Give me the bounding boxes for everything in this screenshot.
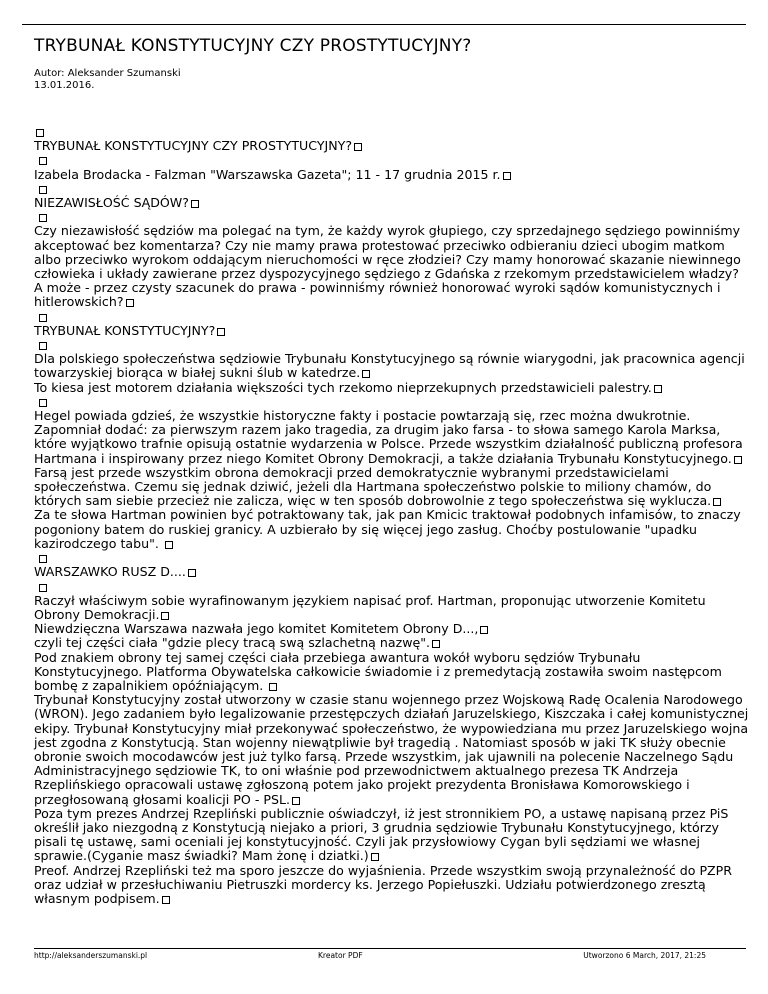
footer-url[interactable]: http://aleksanderszumanski.pl <box>34 951 148 960</box>
missing-glyph-icon <box>39 186 47 194</box>
missing-glyph-icon <box>654 385 662 393</box>
paragraph: Niewdzięczna Warszawa nazwała jego komitet Komitetem Obrony D..., <box>34 621 479 637</box>
paragraph: czyli tej części ciała "gdzie plecy tracą swą szlachetną nazwę". <box>34 635 431 651</box>
paragraph: Pod znakiem obrony tej samej części ciała przebiega awantura wokół wyboru sędziów Trybunału Konstytucyjnego. Platforma Obywatelska całkowicie świadomie i z premedytacją zostawiła swoim następcom bombę z zapalnikiem opóźniającym. <box>34 649 722 693</box>
missing-glyph-icon <box>713 498 721 506</box>
footer-rule <box>34 948 746 949</box>
missing-glyph-icon <box>165 541 173 549</box>
missing-glyph-icon <box>480 626 488 634</box>
missing-glyph-icon <box>292 797 300 805</box>
body-heading: TRYBUNAŁ KONSTYTUCYJNY CZY PROSTYTUCYJNY? <box>34 138 353 154</box>
missing-glyph-icon <box>188 569 196 577</box>
missing-glyph-icon <box>161 612 169 620</box>
missing-glyph-icon <box>217 328 225 336</box>
missing-glyph-icon <box>734 456 742 464</box>
missing-glyph-icon <box>371 853 379 861</box>
paragraph: Farsą jest przede wszystkim obrona demokracji przed demokratycznie wybranymi przedstawicielami społeczeństwa. Czemu się jednak dziwić, jeżeli dla Hartmana społeczeństwo polskie to miliony chamów, do których sam siebie przecież nie zalicza, więc w ten sposób dobrowolnie z tego społeczeństwa się wyklucza. <box>34 464 712 509</box>
missing-glyph-icon <box>36 129 44 137</box>
missing-glyph-icon <box>432 640 440 648</box>
missing-glyph-icon <box>126 299 134 307</box>
missing-glyph-icon <box>362 370 370 378</box>
missing-glyph-icon <box>39 157 47 165</box>
paragraph: Za te słowa Hartman powinien być potraktowany tak, jak pan Kmicic traktował podobnych infamisów, to znaczy pogoniony batem do ruskiej granicy. A uzbierało by się więcej jego zasług. Choćby postulowanie "upadku kazirodczego tabu". <box>34 507 741 551</box>
missing-glyph-icon <box>503 172 511 180</box>
paragraph: Raczył właściwym sobie wyrafinowanym językiem napisać prof. Hartman, proponując utworzenie Komitetu Obrony Demokracji. <box>34 592 706 622</box>
paragraph: Dla polskiego społeczeństwa sędziowie Trybunału Konstytucyjnego są równie wiarygodni, jak pracownica agencji towarzyskiej biorąca w białej sukni ślub w katedrze. <box>34 351 745 381</box>
missing-glyph-icon <box>39 214 47 222</box>
paragraph: Poza tym prezes Andrzej Rzepliński publicznie oświadczył, iż jest stronnikiem PO, a ustawę napisaną przez PiS określił jako niezgodną z Konstytucją niejako a priori, 3 grudnia sędziowie Trybunału Konstytucyjnego, którzy pisali tę ustawę, sami oceniali jej konstytucyjność. Czyli jak przysłowiowy Cygan byli sędziami we własnej sprawie.(Cyganie masz świadki? Mam żonę i dziatki.) <box>34 805 729 864</box>
article-body <box>34 125 749 906</box>
missing-glyph-icon <box>39 342 47 350</box>
missing-glyph-icon <box>39 555 47 563</box>
missing-glyph-icon <box>162 896 170 904</box>
article-title: TRYBUNAŁ KONSTYTUCYJNY CZY PROSTYTUCYJNY? <box>34 36 472 56</box>
paragraph: Trybunał Konstytucyjny został utworzony w czasie stanu wojennego przez Wojskową Radę Ocalenia Narodowego (WRON). Jego zadaniem było legalizowanie przestępczych działań Jaruzelskiego, Kiszczaka i całej komunistycznej ekipy. Trybunał Konstytucyjny miał przekonywać społeczeństwo, że wypowiedziana mu przez Jaruzelskiego wojna jest zgodna z Konstytucją. Stan wojenny niewątpliwie był tragedią . Natomiast sposób w jaki TK służy obecnie obronie swoich mocodawców jest już tylko farsą. Przede wszystkim, jak ujawnili na polecenie Naczelnego Sądu Administracyjnego sędziowie TK, to oni właśnie pod przewodnictwem aktualnego prezesa TK Andrzeja Rzeplińskiego opracowali ustawę zgłoszoną potem jako projekt prezydenta Bronisława Komorowskiego i przegłosowaną głosami koalicji PO - PSL. <box>34 692 749 807</box>
missing-glyph-icon <box>39 314 47 322</box>
missing-glyph-icon <box>191 200 199 208</box>
article-date: 13.01.2016. <box>34 80 95 91</box>
missing-glyph-icon <box>269 683 277 691</box>
section-heading: TRYBUNAŁ KONSTYTUCYJNY? <box>34 322 216 338</box>
paragraph: To kiesa jest motorem działania większości tych rzekomo nieprzekupnych przedstawicieli palestry. <box>34 379 652 395</box>
paragraph: Czy niezawisłość sędziów ma polegać na tym, że każdy wyrok głupiego, czy sprzedajnego sędziego powinniśmy akceptować bez komentarza? Czy nie mamy prawa protestować przeciwko odbieraniu dzieci ubogim matkom albo przeciwko wyrokom oddającym nieruchomości w ręce złodziei? Czy mamy honorować skazanie niewinnego człowieka i układy zawierane przez dyspozycyjnego sędziego z Gdańska z rzekomym przedstawicielem władzy? A może - przez czysty szacunek do prawa - powinniśmy również honorować wyroki sądów komunistycznych i hitlerowskich? <box>34 223 741 310</box>
source-line: Izabela Brodacka - Falzman "Warszawska Gazeta"; 11 - 17 grudnia 2015 r. <box>34 166 501 182</box>
missing-glyph-icon <box>39 584 47 592</box>
paragraph: Hegel powiada gdzieś, że wszystkie historyczne fakty i postacie powtarzają się, rzec można dwukrotnie. Zapomniał dodać: za pierwszym razem jako tragedia, za drugim jako farsa - to słowa samego Karola Marksa, które wyjątkowo trafnie opisują ostatnie wydarzenia w Polsce. Przede wszystkim działalność publiczną profesora Hartmana i inspirowany przez niego Komitet Obrony Demokracji, a także działania Trybunału Konstytucyjnego. <box>34 408 743 466</box>
paragraph: Preof. Andrzej Rzepliński też ma sporo jeszcze do wyjaśnienia. Przede wszystkim swoją przynależność do PZPR oraz udział w przesłuchiwaniu Pietruszki mordercy ks. Jerzego Popiełuszki. Udziału potwierdzonego zresztą własnym podpisem. <box>34 862 733 906</box>
footer-created: Utworzono 6 March, 2017, 21:25 <box>583 951 706 960</box>
top-rule <box>22 24 746 25</box>
footer-generator: Kreator PDF <box>318 951 363 960</box>
article-meta <box>34 68 181 92</box>
author-line: Autor: Aleksander Szumanski <box>34 68 181 79</box>
section-heading: WARSZAWKO RUSZ D.... <box>34 564 186 580</box>
missing-glyph-icon <box>354 143 362 151</box>
missing-glyph-icon <box>39 399 47 407</box>
section-heading: NIEZAWISŁOŚĆ SĄDÓW? <box>34 195 189 211</box>
